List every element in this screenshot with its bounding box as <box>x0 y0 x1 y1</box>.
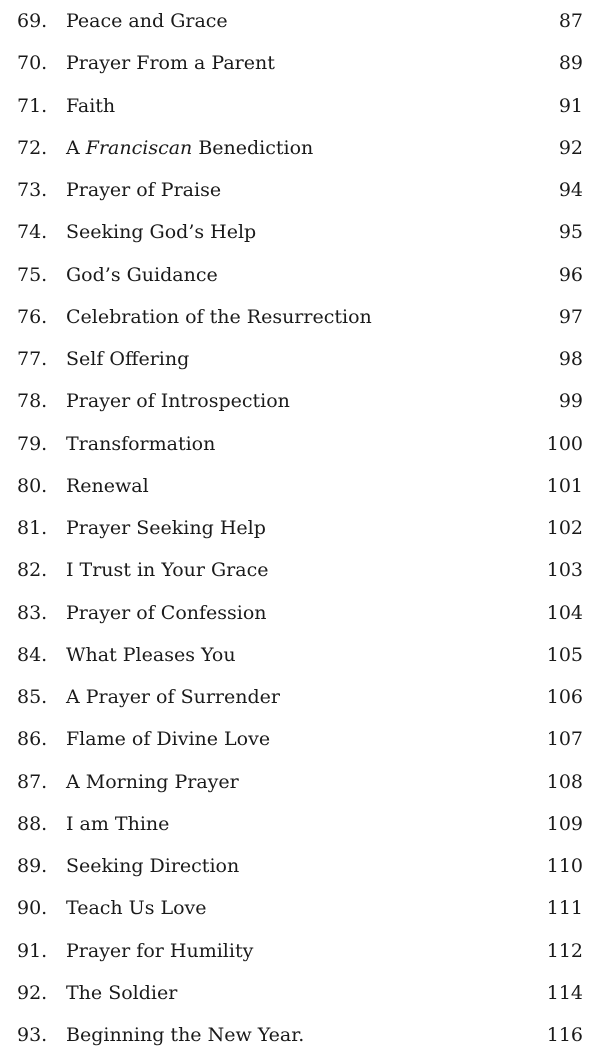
entry-title-suffix: Benediction <box>192 136 314 159</box>
entry-title <box>66 127 313 169</box>
entry-number: 86. <box>17 728 48 751</box>
entry-number: 79. <box>17 432 48 455</box>
entry-number: 75. <box>17 263 48 286</box>
entry-page-number: 106 <box>546 686 583 708</box>
entry-page-number: 105 <box>546 643 583 666</box>
entry-title: I Trust in Your Grace <box>66 559 269 582</box>
toc-entry-85 <box>0 676 600 718</box>
toc-entry-80 <box>0 465 600 507</box>
entry-title: Prayer of Introspection <box>66 390 290 413</box>
entry-page-number: 103 <box>546 559 583 582</box>
entry-page-number: 109 <box>546 812 583 835</box>
toc-entry-84 <box>0 634 600 676</box>
entry-title: Flame of Divine Love <box>66 728 271 751</box>
entry-number: 72. <box>17 136 48 159</box>
entry-number: 91. <box>17 939 48 962</box>
toc-entry-75 <box>0 254 600 296</box>
entry-title: Transformation <box>66 432 216 455</box>
entry-page-number: 98 <box>558 348 583 370</box>
entry-page-number: 108 <box>546 770 583 793</box>
entry-number: 87. <box>17 770 48 793</box>
entry-number: 82. <box>17 559 48 582</box>
entry-page-number: 100 <box>546 432 583 455</box>
entry-title: God’s Guidance <box>66 263 218 286</box>
entry-title: Prayer of Praise <box>66 179 222 201</box>
entry-page-number: 107 <box>546 728 583 751</box>
entry-page-number: 116 <box>546 1024 583 1046</box>
entry-number: 73. <box>17 179 48 201</box>
entry-number: 78. <box>17 390 48 413</box>
entry-title: What Pleases You <box>66 643 236 666</box>
toc-entry-77 <box>0 338 600 380</box>
toc-entry-87 <box>0 761 600 803</box>
entry-page-number: 91 <box>558 94 583 117</box>
toc-entry-86 <box>0 718 600 760</box>
toc-entry-93 <box>0 1014 600 1056</box>
entry-title: Self Offering <box>66 348 190 370</box>
entry-page-number: 102 <box>546 517 583 539</box>
entry-page-number: 112 <box>546 939 583 962</box>
entry-title: Prayer Seeking Help <box>66 517 266 539</box>
entry-title-italic: Franciscan <box>85 136 193 159</box>
entry-title: Seeking God’s Help <box>66 221 257 244</box>
entry-page-number: 95 <box>558 221 583 244</box>
toc-entry-73 <box>0 169 600 211</box>
entry-title: The Soldier <box>66 981 178 1004</box>
toc-entry-90 <box>0 887 600 929</box>
toc-entry-74 <box>0 211 600 253</box>
entry-title: Renewal <box>66 474 149 497</box>
entry-number: 83. <box>17 601 48 624</box>
entry-number: 85. <box>17 686 48 708</box>
entry-title: Prayer From a Parent <box>66 52 275 75</box>
entry-title: Peace and Grace <box>66 10 228 32</box>
toc-entry-70 <box>0 42 600 84</box>
entry-title: Prayer for Humility <box>66 939 254 962</box>
entry-page-number: 97 <box>558 305 583 328</box>
toc-entry-76 <box>0 296 600 338</box>
toc-entry-81 <box>0 507 600 549</box>
toc-entry-91 <box>0 930 600 972</box>
entry-title: Teach Us Love <box>66 897 207 920</box>
entry-title: A Morning Prayer <box>66 770 239 793</box>
toc-entry-79 <box>0 423 600 465</box>
entry-page-number: 94 <box>558 179 583 201</box>
toc-entry-69 <box>0 0 600 42</box>
entry-title: Faith <box>66 94 116 117</box>
entry-number: 92. <box>17 981 48 1004</box>
toc-entry-78 <box>0 380 600 422</box>
entry-page-number: 104 <box>546 601 583 624</box>
toc-entry-83 <box>0 592 600 634</box>
entry-title: Beginning the New Year. <box>66 1024 305 1046</box>
toc-entry-71 <box>0 85 600 127</box>
entry-number: 89. <box>17 855 48 877</box>
entry-number: 74. <box>17 221 48 244</box>
entry-page-number: 110 <box>546 855 583 877</box>
entry-title: A Prayer of Surrender <box>66 686 280 708</box>
toc-entry-89 <box>0 845 600 887</box>
toc-entry-82 <box>0 549 600 591</box>
entry-number: 93. <box>17 1024 48 1046</box>
entry-page-number: 89 <box>558 52 583 75</box>
entry-number: 84. <box>17 643 48 666</box>
entry-number: 71. <box>17 94 48 117</box>
entry-number: 70. <box>17 52 48 75</box>
entry-page-number: 99 <box>558 390 583 413</box>
toc-entry-72 <box>0 127 600 169</box>
toc-entry-88 <box>0 803 600 845</box>
entry-number: 80. <box>17 474 48 497</box>
entry-page-number: 92 <box>558 136 583 159</box>
entry-page-number: 101 <box>546 474 583 497</box>
entry-number: 90. <box>17 897 48 920</box>
entry-page-number: 111 <box>546 897 583 920</box>
entry-page-number: 87 <box>558 10 583 32</box>
entry-number: 76. <box>17 305 48 328</box>
entry-page-number: 96 <box>558 263 583 286</box>
entry-number: 69. <box>17 10 48 32</box>
entry-title: I am Thine <box>66 812 170 835</box>
entry-title-prefix: A <box>66 136 86 159</box>
entry-number: 88. <box>17 812 48 835</box>
entry-title: Seeking Direction <box>66 855 240 877</box>
entry-title: Prayer of Confession <box>66 601 267 624</box>
toc-entry-92 <box>0 972 600 1014</box>
entry-title: Celebration of the Resurrection <box>66 305 372 328</box>
entry-number: 77. <box>17 348 48 370</box>
entry-page-number: 114 <box>546 981 583 1004</box>
entry-number: 81. <box>17 517 48 539</box>
